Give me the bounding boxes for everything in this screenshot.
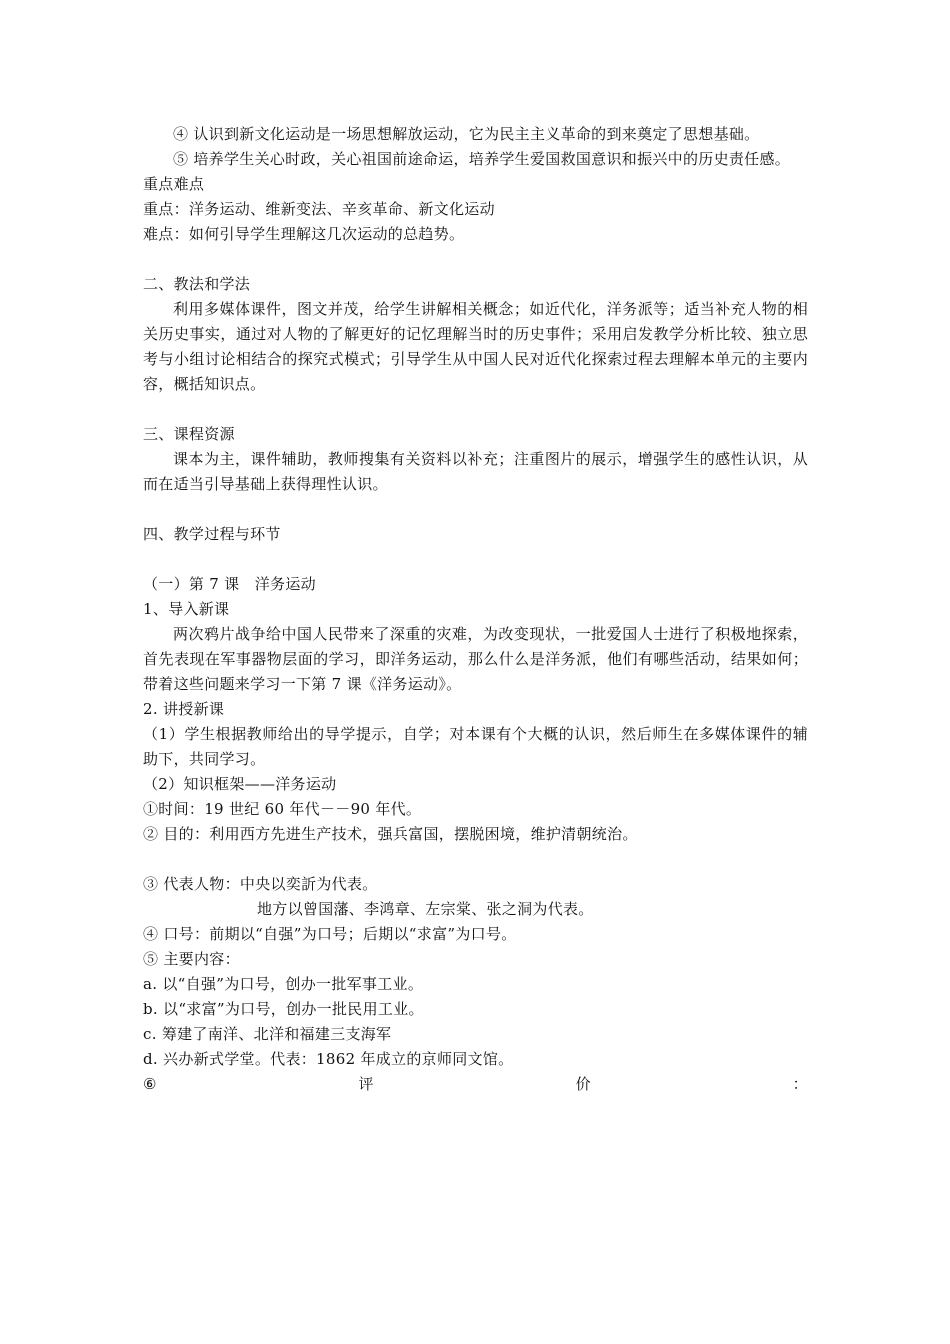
section4-heading: 四、教学过程与环节 <box>143 525 281 543</box>
lesson-title: （一）第 7 课 洋务运动 <box>143 575 316 593</box>
framework-slogan: ④ 口号：前期以“自强”为口号；后期以“求富”为口号。 <box>143 925 517 943</box>
section3-heading: 三、课程资源 <box>143 425 235 443</box>
document-content <box>143 122 808 1097</box>
teach-heading: 2. 讲授新课 <box>143 700 225 718</box>
framework-people-central: ③ 代表人物：中央以奕訢为代表。 <box>143 875 378 893</box>
framework-evaluation <box>143 1072 808 1097</box>
section3-body: 课本为主，课件辅助，教师搜集有关资料以补充；注重图片的展示，增强学生的感性认识，从而在适当引导基础上获得理性认识。 <box>143 450 808 493</box>
key-points-difficult: 难点：如何引导学生理解这几次运动的总趋势。 <box>143 225 465 243</box>
framework-purpose: ② 目的：利用西方先进生产技术，强兵富国，摆脱困境，维护清朝统治。 <box>143 825 638 843</box>
teach-step-1: （1）学生根据教师给出的导学提示，自学；对本课有个大概的认识，然后师生在多媒体课件的辅助下，共同学习。 <box>143 725 808 768</box>
framework-people-local: 地方以曾国藩、李鸿章、左宗棠、张之洞为代表。 <box>257 900 594 918</box>
evaluation-colon: ： <box>792 1075 808 1093</box>
content-item-c: c. 筹建了南洋、北洋和福建三支海军 <box>143 1025 392 1043</box>
spacer <box>143 497 808 522</box>
goal-item-4: ④ 认识到新文化运动是一场思想解放运动，它为民主主义革命的到来奠定了思想基础。 <box>173 125 760 143</box>
evaluation-char-1: 评 <box>358 1075 374 1093</box>
framework-time: ①时间：19 世纪 60 年代－－90 年代。 <box>143 800 422 818</box>
section2-body: 利用多媒体课件，图文并茂，给学生讲解相关概念；如近代化，洋务派等；适当补充人物的相关历史事实，通过对人物的了解更好的记忆理解当时的历史事件；采用启发教学分析比较、独立思考与小组讨论相结合的探究式模式；引导学生从中国人民对近代化探索过程去理解本单元的主要内容，概括知识点。 <box>143 300 808 393</box>
key-points-heading: 重点难点 <box>143 175 205 193</box>
intro-heading: 1、导入新课 <box>143 600 230 618</box>
framework-content-heading: ⑤ 主要内容： <box>143 950 240 968</box>
spacer <box>143 247 808 272</box>
goal-item-5: ⑤ 培养学生关心时政，关心祖国前途命运，培养学生爱国救国意识和振兴中的历史责任感。 <box>173 150 791 168</box>
teach-step-2: （2）知识框架——洋务运动 <box>143 775 337 793</box>
content-item-a: a. 以“自强”为口号，创办一批军事工业。 <box>143 975 424 993</box>
section2-heading: 二、教法和学法 <box>143 275 251 293</box>
spacer <box>143 397 808 422</box>
content-item-b: b. 以“求富”为口号，创办一批民用工业。 <box>143 1000 424 1018</box>
content-item-d: d. 兴办新式学堂。代表：1862 年成立的京师同文馆。 <box>143 1050 514 1068</box>
key-points-key: 重点：洋务运动、维新变法、辛亥革命、新文化运动 <box>143 200 495 218</box>
spacer <box>143 547 808 572</box>
spacer <box>143 847 808 872</box>
evaluation-char-2: 价 <box>575 1075 591 1093</box>
evaluation-number: ⑥ <box>143 1075 157 1093</box>
intro-body: 两次鸦片战争给中国人民带来了深重的灾难，为改变现状，一批爱国人士进行了积极地探索，首先表现在军事器物层面的学习，即洋务运动，那么什么是洋务派，他们有哪些活动，结果如何；带着这些问题来学习一下第 7 课《洋务运动》。 <box>143 625 808 693</box>
